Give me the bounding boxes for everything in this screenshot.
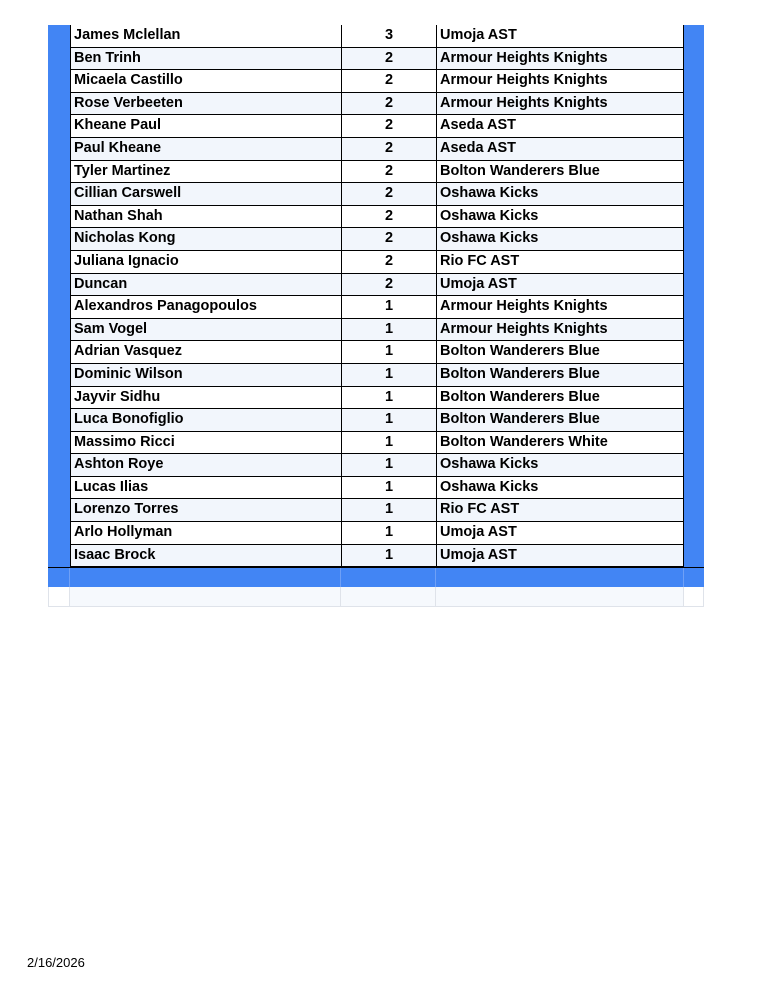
table-row bbox=[48, 251, 704, 274]
row-edge bbox=[684, 228, 704, 251]
team-cell[interactable]: Armour Heights Knights bbox=[436, 70, 684, 93]
scorers-table bbox=[48, 25, 704, 607]
player-name-cell[interactable]: Lucas Ilias bbox=[70, 477, 341, 500]
player-name-cell[interactable]: Juliana Ignacio bbox=[70, 251, 341, 274]
team-cell[interactable]: Armour Heights Knights bbox=[436, 296, 684, 319]
goals-cell[interactable]: 2 bbox=[341, 161, 436, 184]
table-footer-band bbox=[48, 567, 704, 587]
row-edge bbox=[684, 545, 704, 568]
team-cell[interactable]: Umoja AST bbox=[436, 25, 684, 48]
player-name-cell[interactable]: Paul Kheane bbox=[70, 138, 341, 161]
row-edge bbox=[48, 138, 70, 161]
empty-cell bbox=[436, 587, 684, 607]
player-name-cell[interactable]: Ben Trinh bbox=[70, 48, 341, 71]
goals-cell[interactable]: 2 bbox=[341, 138, 436, 161]
player-name-cell[interactable]: Arlo Hollyman bbox=[70, 522, 341, 545]
table-row bbox=[48, 296, 704, 319]
player-name-cell[interactable]: Sam Vogel bbox=[70, 319, 341, 342]
table-row bbox=[48, 206, 704, 229]
goals-cell[interactable]: 2 bbox=[341, 48, 436, 71]
goals-cell[interactable]: 2 bbox=[341, 93, 436, 116]
team-cell[interactable]: Oshawa Kicks bbox=[436, 228, 684, 251]
table-row bbox=[48, 138, 704, 161]
row-edge bbox=[48, 545, 70, 568]
team-cell[interactable]: Aseda AST bbox=[436, 115, 684, 138]
table-row bbox=[48, 432, 704, 455]
player-name-cell[interactable]: Dominic Wilson bbox=[70, 364, 341, 387]
player-name-cell[interactable]: Rose Verbeeten bbox=[70, 93, 341, 116]
team-cell[interactable]: Bolton Wanderers Blue bbox=[436, 161, 684, 184]
table-row bbox=[48, 387, 704, 410]
team-cell[interactable]: Oshawa Kicks bbox=[436, 454, 684, 477]
row-edge bbox=[684, 206, 704, 229]
table-row bbox=[48, 341, 704, 364]
goals-cell[interactable]: 1 bbox=[341, 387, 436, 410]
row-edge bbox=[684, 183, 704, 206]
goals-cell[interactable]: 1 bbox=[341, 432, 436, 455]
row-edge bbox=[684, 522, 704, 545]
goals-cell[interactable]: 3 bbox=[341, 25, 436, 48]
row-edge bbox=[684, 274, 704, 297]
row-edge bbox=[48, 161, 70, 184]
goals-cell[interactable]: 1 bbox=[341, 477, 436, 500]
empty-cell bbox=[48, 587, 70, 607]
row-edge bbox=[48, 25, 70, 48]
footer-cell bbox=[48, 568, 70, 587]
row-edge bbox=[684, 48, 704, 71]
row-edge bbox=[48, 432, 70, 455]
row-edge bbox=[48, 274, 70, 297]
goals-cell[interactable]: 2 bbox=[341, 274, 436, 297]
row-edge bbox=[48, 477, 70, 500]
row-edge bbox=[48, 206, 70, 229]
row-edge bbox=[684, 93, 704, 116]
team-cell[interactable]: Umoja AST bbox=[436, 545, 684, 568]
goals-cell[interactable]: 1 bbox=[341, 545, 436, 568]
player-name-cell[interactable]: Lorenzo Torres bbox=[70, 499, 341, 522]
table-row bbox=[48, 522, 704, 545]
table-row bbox=[48, 499, 704, 522]
footer-cell bbox=[341, 568, 436, 587]
table-row bbox=[48, 70, 704, 93]
row-edge bbox=[48, 499, 70, 522]
row-edge bbox=[684, 432, 704, 455]
team-cell[interactable]: Armour Heights Knights bbox=[436, 93, 684, 116]
empty-cell bbox=[70, 587, 341, 607]
team-cell[interactable]: Rio FC AST bbox=[436, 499, 684, 522]
goals-cell[interactable]: 2 bbox=[341, 70, 436, 93]
team-cell[interactable]: Oshawa Kicks bbox=[436, 206, 684, 229]
row-edge bbox=[48, 115, 70, 138]
team-cell[interactable]: Oshawa Kicks bbox=[436, 477, 684, 500]
goals-cell[interactable]: 2 bbox=[341, 206, 436, 229]
row-edge bbox=[684, 251, 704, 274]
player-name-cell[interactable]: Massimo Ricci bbox=[70, 432, 341, 455]
table-row bbox=[48, 319, 704, 342]
player-name-cell[interactable]: Nathan Shah bbox=[70, 206, 341, 229]
goals-cell[interactable]: 2 bbox=[341, 251, 436, 274]
team-cell[interactable]: Bolton Wanderers Blue bbox=[436, 341, 684, 364]
row-edge bbox=[48, 522, 70, 545]
team-cell[interactable]: Aseda AST bbox=[436, 138, 684, 161]
player-name-cell[interactable]: Isaac Brock bbox=[70, 545, 341, 568]
goals-cell[interactable]: 1 bbox=[341, 319, 436, 342]
table-row bbox=[48, 115, 704, 138]
team-cell[interactable]: Rio FC AST bbox=[436, 251, 684, 274]
row-edge bbox=[48, 387, 70, 410]
table-row bbox=[48, 364, 704, 387]
goals-cell[interactable]: 1 bbox=[341, 341, 436, 364]
row-edge bbox=[684, 70, 704, 93]
team-cell[interactable]: Bolton Wanderers Blue bbox=[436, 387, 684, 410]
row-edge bbox=[48, 296, 70, 319]
table-row bbox=[48, 25, 704, 48]
row-edge bbox=[684, 296, 704, 319]
row-edge bbox=[684, 387, 704, 410]
row-edge bbox=[684, 499, 704, 522]
player-name-cell[interactable]: Micaela Castillo bbox=[70, 70, 341, 93]
team-cell[interactable]: Bolton Wanderers Blue bbox=[436, 409, 684, 432]
player-name-cell[interactable]: Jayvir Sidhu bbox=[70, 387, 341, 410]
player-name-cell[interactable]: James Mclellan bbox=[70, 25, 341, 48]
row-edge bbox=[48, 251, 70, 274]
row-edge bbox=[684, 454, 704, 477]
team-cell[interactable]: Armour Heights Knights bbox=[436, 48, 684, 71]
team-cell[interactable]: Armour Heights Knights bbox=[436, 319, 684, 342]
row-edge bbox=[684, 477, 704, 500]
row-edge bbox=[684, 319, 704, 342]
player-name-cell[interactable]: Alexandros Panagopoulos bbox=[70, 296, 341, 319]
row-edge bbox=[48, 454, 70, 477]
row-edge bbox=[684, 115, 704, 138]
table-row bbox=[48, 183, 704, 206]
row-edge bbox=[684, 25, 704, 48]
row-edge bbox=[48, 228, 70, 251]
empty-row bbox=[48, 587, 704, 607]
table-row bbox=[48, 228, 704, 251]
table-row bbox=[48, 477, 704, 500]
goals-cell[interactable]: 2 bbox=[341, 228, 436, 251]
goals-cell[interactable]: 1 bbox=[341, 499, 436, 522]
row-edge bbox=[684, 161, 704, 184]
goals-cell[interactable]: 1 bbox=[341, 296, 436, 319]
print-date: 2/16/2026 bbox=[27, 955, 85, 970]
empty-cell bbox=[684, 587, 704, 607]
goals-cell[interactable]: 2 bbox=[341, 183, 436, 206]
row-edge bbox=[48, 319, 70, 342]
team-cell[interactable]: Oshawa Kicks bbox=[436, 183, 684, 206]
table-row bbox=[48, 409, 704, 432]
footer-cell bbox=[684, 568, 704, 587]
team-cell[interactable]: Umoja AST bbox=[436, 522, 684, 545]
row-edge bbox=[48, 409, 70, 432]
empty-cell bbox=[341, 587, 436, 607]
player-name-cell[interactable]: Ashton Roye bbox=[70, 454, 341, 477]
row-edge bbox=[684, 138, 704, 161]
team-cell[interactable]: Umoja AST bbox=[436, 274, 684, 297]
table-row bbox=[48, 48, 704, 71]
table-body bbox=[48, 25, 704, 567]
player-name-cell[interactable]: Luca Bonofiglio bbox=[70, 409, 341, 432]
team-cell[interactable]: Bolton Wanderers Blue bbox=[436, 364, 684, 387]
team-cell[interactable]: Bolton Wanderers White bbox=[436, 432, 684, 455]
table-row bbox=[48, 161, 704, 184]
row-edge bbox=[48, 183, 70, 206]
goals-cell[interactable]: 1 bbox=[341, 364, 436, 387]
row-edge bbox=[48, 70, 70, 93]
table-row bbox=[48, 93, 704, 116]
table-row bbox=[48, 454, 704, 477]
footer-cell bbox=[70, 568, 341, 587]
player-name-cell[interactable]: Nicholas Kong bbox=[70, 228, 341, 251]
row-edge bbox=[48, 341, 70, 364]
row-edge bbox=[684, 409, 704, 432]
row-edge bbox=[48, 364, 70, 387]
row-edge bbox=[684, 341, 704, 364]
goals-cell[interactable]: 1 bbox=[341, 454, 436, 477]
row-edge bbox=[48, 48, 70, 71]
table-row bbox=[48, 545, 704, 568]
goals-cell[interactable]: 2 bbox=[341, 115, 436, 138]
row-edge bbox=[684, 364, 704, 387]
footer-cell bbox=[436, 568, 684, 587]
player-name-cell[interactable]: Duncan bbox=[70, 274, 341, 297]
goals-cell[interactable]: 1 bbox=[341, 409, 436, 432]
player-name-cell[interactable]: Cillian Carswell bbox=[70, 183, 341, 206]
table-row bbox=[48, 274, 704, 297]
row-edge bbox=[48, 93, 70, 116]
player-name-cell[interactable]: Adrian Vasquez bbox=[70, 341, 341, 364]
player-name-cell[interactable]: Kheane Paul bbox=[70, 115, 341, 138]
goals-cell[interactable]: 1 bbox=[341, 522, 436, 545]
player-name-cell[interactable]: Tyler Martinez bbox=[70, 161, 341, 184]
